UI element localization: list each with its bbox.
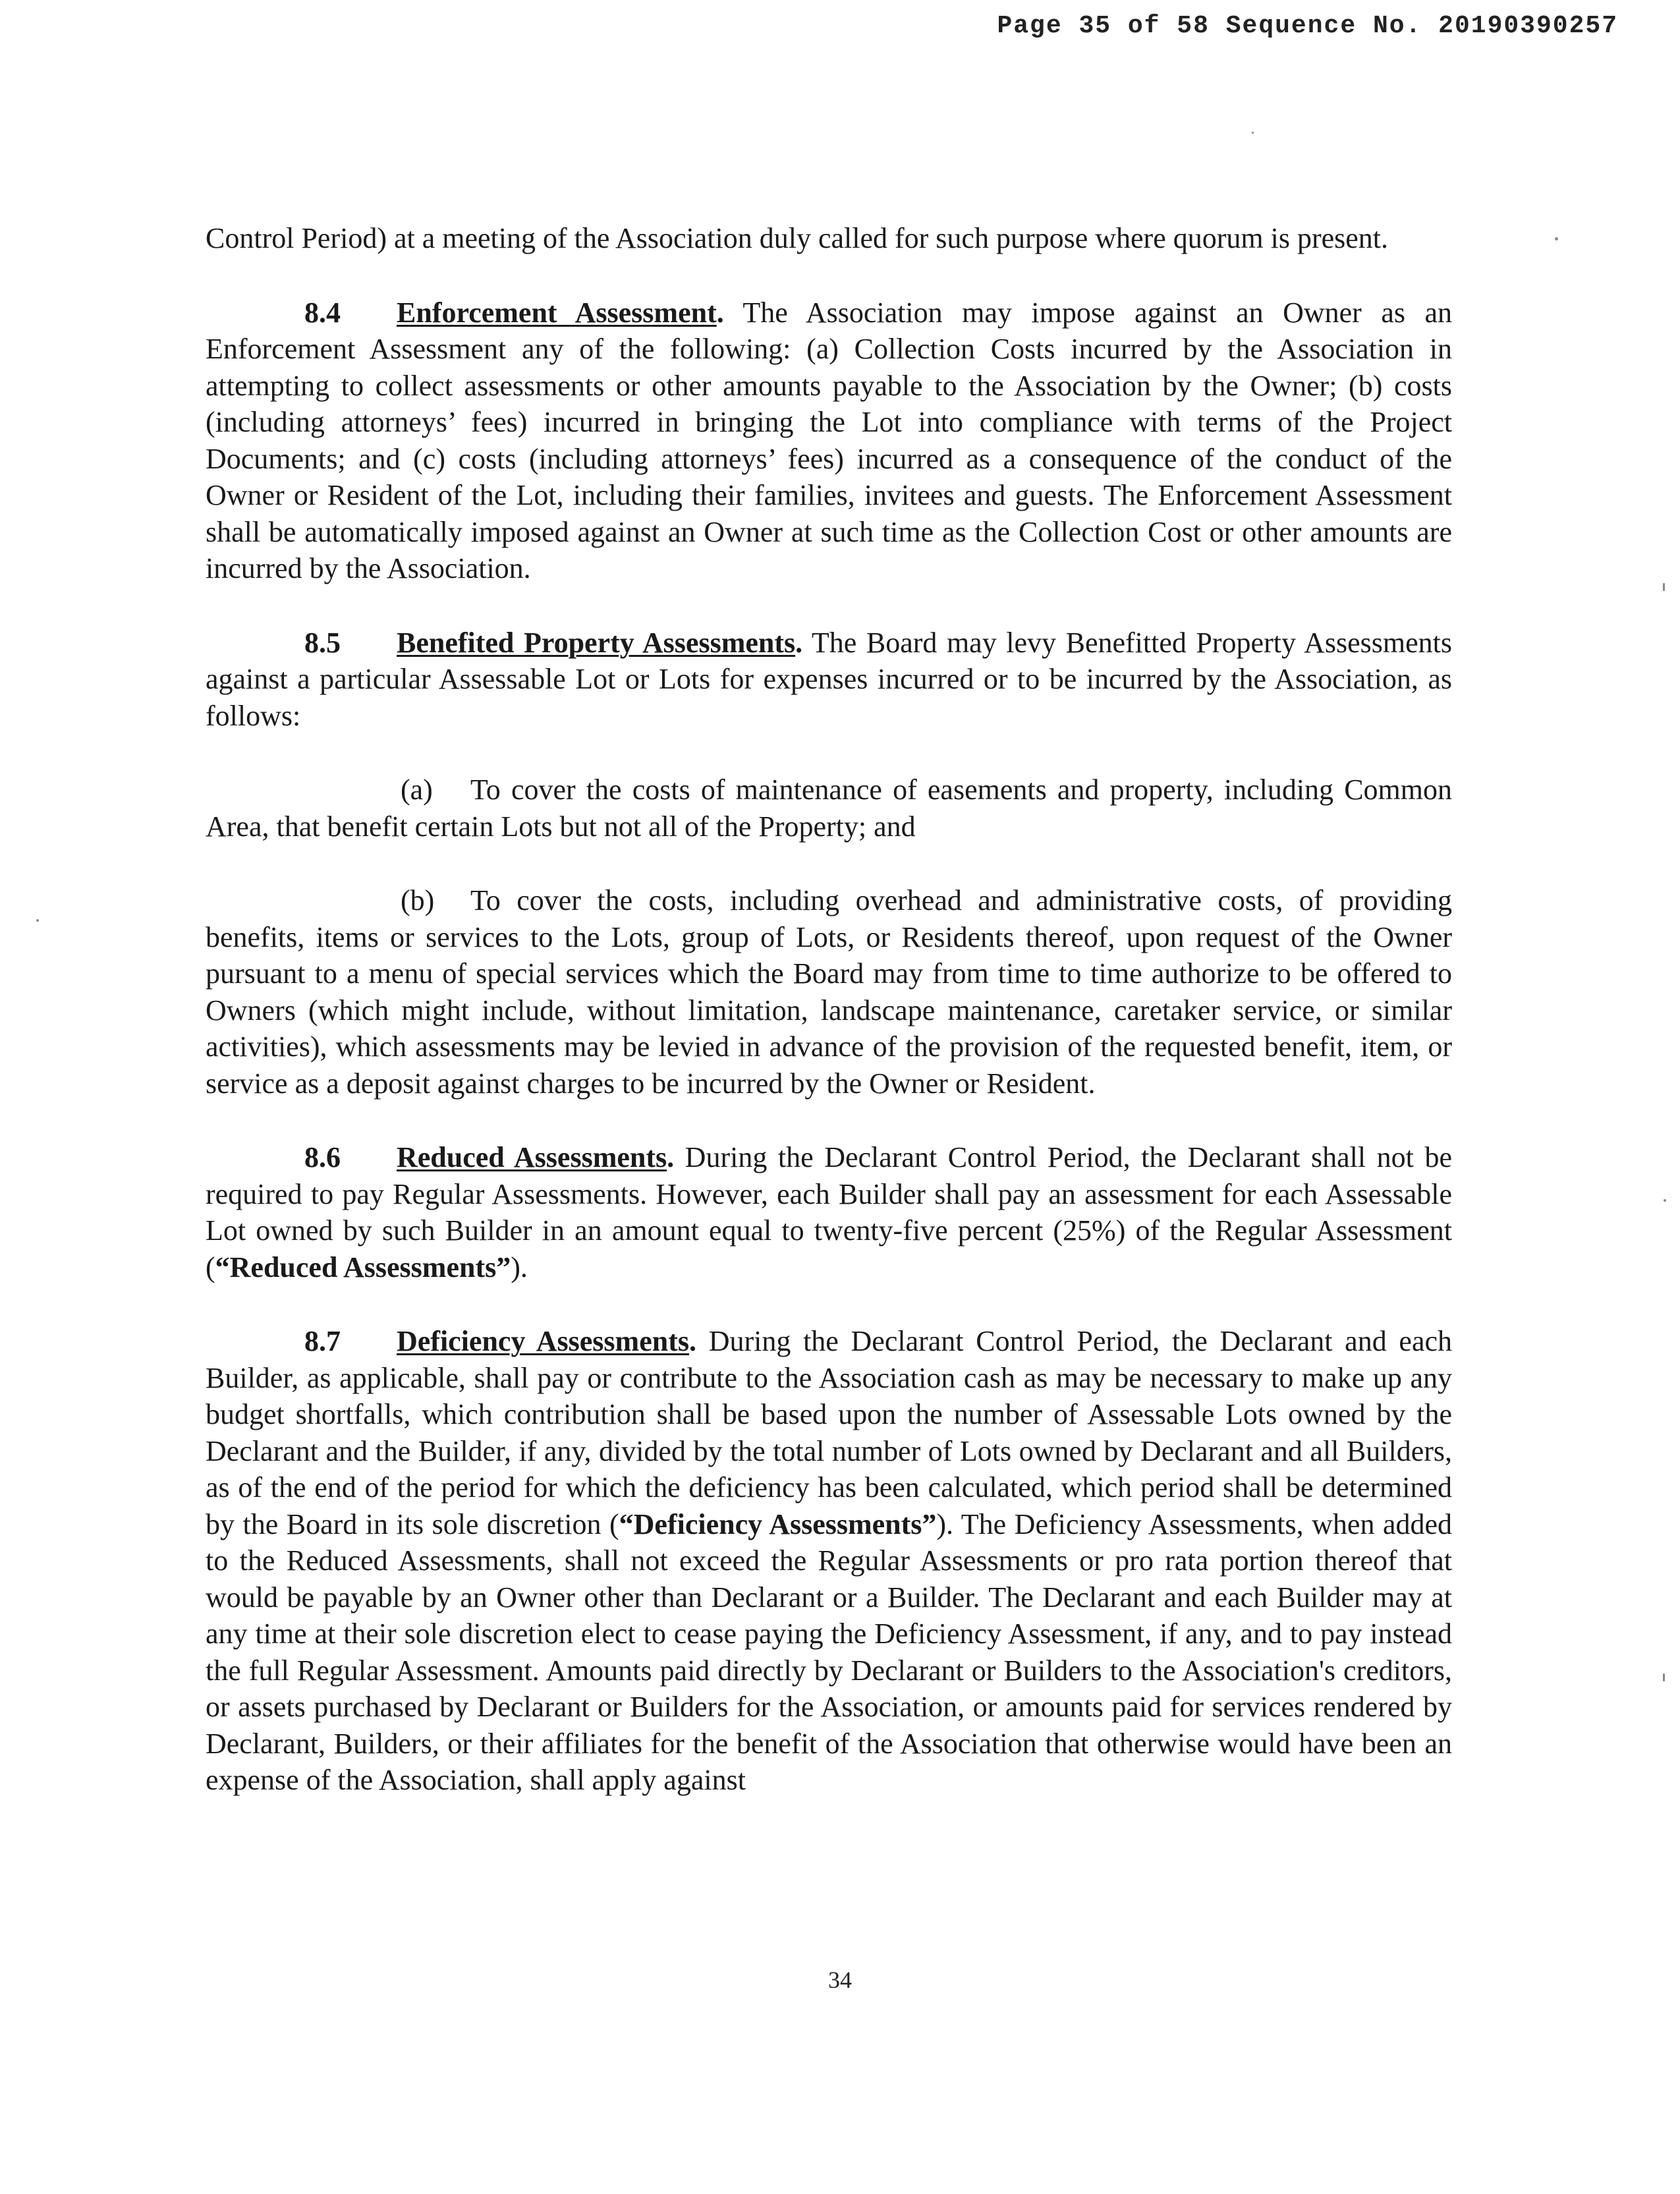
continuation-paragraph: Control Period) at a meeting of the Association duly called for such purpose where quorum is present. — [206, 222, 1389, 254]
section-heading: Enforcement Assessment — [397, 296, 717, 329]
heading-period: . — [795, 626, 803, 659]
subsection-b — [206, 882, 1452, 1102]
section-number: 8.4 — [304, 296, 341, 329]
section-8-6 — [206, 1139, 1452, 1285]
heading-period: . — [688, 1325, 696, 1357]
page-sequence-header: Page 35 of 58 Sequence No. 20190390257 — [997, 12, 1618, 40]
section-8-7 — [206, 1323, 1452, 1799]
defined-term: “Deficiency Assessments” — [619, 1507, 937, 1540]
section-number: 8.5 — [304, 626, 341, 659]
subsection-label: (a) — [401, 774, 433, 806]
subsection-text: To cover the costs of maintenance of easements and property, including Common Area, that benefit certain Lots but not all of the Property; and — [206, 774, 1452, 843]
section-text: During the Declarant Control Period, the Declarant and each Builder, as applicable, shall pay or contribute to the Association cash as may be necessary to make up any budget shortfalls, which contribution shall be based upon the number of Assessable Lots owned by the Declarant and the Builder, if any, divided by the total number of Lots owned by Declarant and all Builders, as of the end of the period for which the deficiency has been calculated, which period shall be determined by the Board in its sole discretion ( — [206, 1325, 1453, 1540]
section-heading: Deficiency Assessments — [397, 1325, 689, 1357]
page-number: 34 — [828, 1967, 852, 1993]
subsection-label: (b) — [401, 884, 435, 916]
section-8-5 — [206, 625, 1452, 735]
scan-speck — [1555, 237, 1558, 240]
section-text: The Association may impose against an Owner as an Enforcement Assessment any of the following: (a) Collection Costs incurred by the Association in attempting to collect assessments or other amounts payable to the Association by the Owner; (b) costs (including attorneys’ fees) incurred in bringing the Lot into compliance with terms of the Project Documents; and (c) costs (including attorneys’ fees) incurred as a consequence of the conduct of the Owner or Resident of the Lot, including their families, invitees and guests. The Enforcement Assessment shall be automatically imposed against an Owner at such time as the Collection Cost or other amounts are incurred by the Association. — [206, 296, 1452, 584]
heading-period: . — [667, 1141, 675, 1173]
section-text: During the Declarant Control Period, the Declarant shall not be required to pay Regular Assessments. However, each Builder shall pay an assessment for each Assessable Lot owned by such Builder in an amount equal to twenty-five percent (25%) of the Regular Assessment ( — [206, 1141, 1452, 1283]
scan-speck — [36, 919, 39, 922]
document-body — [206, 220, 1452, 1799]
section-8-4 — [206, 295, 1452, 587]
scan-speck — [1663, 1674, 1665, 1681]
subsection-a — [206, 772, 1452, 845]
scan-speck — [1664, 1199, 1666, 1202]
section-text: The Board may levy Benefitted Property Assessments against a particular Assessable Lot or Lots for expenses incurred or to be incurred by the Association, as follows: — [206, 626, 1452, 732]
defined-term: “Reduced Assessments” — [215, 1251, 511, 1283]
section-heading: Benefited Property Assessments — [397, 626, 796, 659]
section-number: 8.6 — [304, 1141, 341, 1173]
scan-speck — [1663, 583, 1665, 591]
section-heading: Reduced Assessments — [397, 1141, 667, 1173]
section-number: 8.7 — [304, 1325, 341, 1357]
section-text-end: ). — [511, 1251, 528, 1283]
scan-speck — [1252, 132, 1254, 134]
section-text-end: ). The Deficiency Assessments, when added to the Reduced Assessments, shall not exceed the Regular Assessments or pro rata portion thereof that would be payable by an Owner other than Declarant or a Builder. The Declarant and each Builder may at any time at their sole discretion elect to cease paying the Deficiency Assessment, if any, and to pay instead the full Regular Assessment. Amounts paid directly by Declarant or Builders to the Association's creditors, or assets purchased by Declarant or Builders for the Association, or amounts paid for services rendered by Declarant, Builders, or their affiliates for the benefit of the Association that otherwise would have been an expense of the Association, shall apply against — [206, 1507, 1453, 1796]
heading-period: . — [716, 296, 724, 329]
subsection-text: To cover the costs, including overhead and administrative costs, of providing benefits, items or services to the Lots, group of Lots, or Residents thereof, upon request of the Owner pursuant to a menu of special services which the Board may from time to time authorize to be offered to Owners (which might include, without limitation, landscape maintenance, caretaker service, or similar activities), which assessments may be levied in advance of the provision of the requested benefit, item, or service as a deposit against charges to be incurred by the Owner or Resident. — [206, 884, 1452, 1100]
